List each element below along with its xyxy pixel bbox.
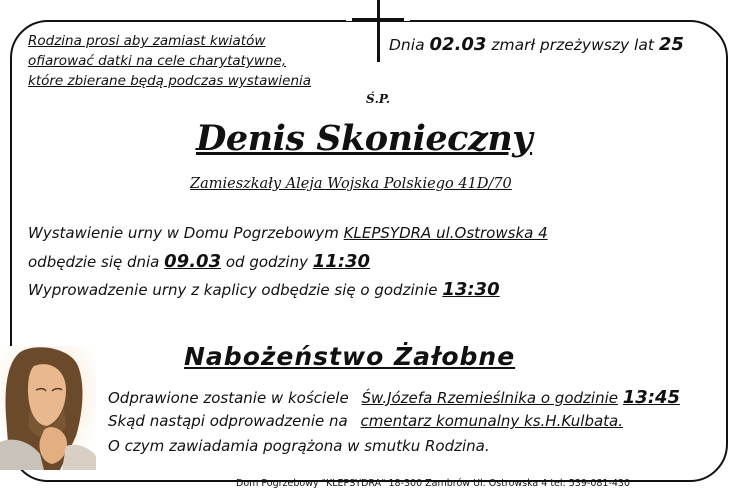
request-line-1: Rodzina prosi aby zamiast kwiatów [28,33,266,49]
exhibition-date-text: odbędzie się dnia [28,253,160,271]
exhibition-time-text: od godziny [225,253,308,271]
exhibition-text: Wystawienie urny w Domu Pogrzebowym [28,224,339,242]
exhibition-date: 09.03 [164,251,222,272]
cemetery: cmentarz komunalny ks.H.Kulbata. [360,412,624,430]
request-line-3: które zbierane będą podczas wystawienia [28,73,312,89]
exhibition-place: KLEPSYDRA ul.Ostrowska 4 [343,224,548,242]
deceased-name: Denis Skonieczny [196,118,533,159]
death-prefix: Dnia [389,36,425,54]
request-line-2: ofiarować datki na cele charytatywne, [28,53,287,69]
service-line-1 [108,387,680,408]
exhibition-line-3 [28,279,500,300]
death-info [389,34,684,55]
praying-figure-icon [0,346,96,470]
service-line-3: O czym zawiadamia pogrążona w smutku Rodzina. [108,437,490,455]
footer-contact: Dom Pogrzebowy "KLEPSYDRA" 18-300 Zambrów Ul. Ostrowska 4 tel: 539-081-430 [236,478,631,489]
service-title: Nabożeństwo Żałobne [184,342,516,371]
donation-request [28,31,311,91]
exhibition-line-1 [28,224,548,242]
departure-text: Wyprowadzenie urny z kaplicy odbędzie się o godzinie [28,281,438,299]
cross-bar [352,18,404,21]
service-church: Św.Józefa Rzemieślnika o godzinie [361,389,618,407]
death-date: 02.03 [429,34,487,55]
deceased-address: Zamieszkały Aleja Wojska Polskiego 41D/70 [190,176,512,192]
procession-text: Skąd nastąpi odprowadzenie na [108,412,348,430]
exhibition-line-2 [28,251,370,272]
sp-prefix: Ś.P. [366,92,391,106]
departure-time: 13:30 [442,279,500,300]
age: 25 [658,34,684,55]
exhibition-time: 11:30 [312,251,371,272]
service-church-text: Odprawione zostanie w kościele [108,389,349,407]
death-middle: zmarł przeżywszy lat [491,36,654,54]
service-line-2 [108,412,623,430]
service-time: 13:45 [622,387,681,408]
cross-icon [377,0,380,62]
